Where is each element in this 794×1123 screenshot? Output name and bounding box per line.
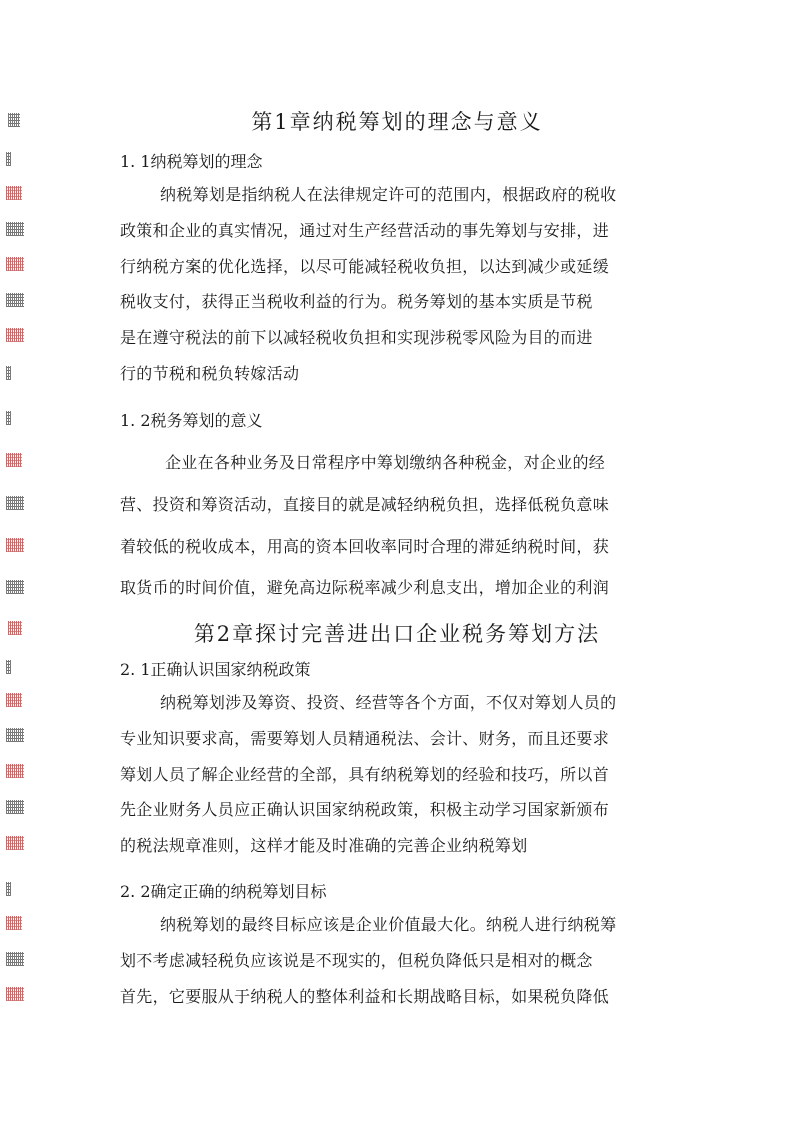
margin-mark xyxy=(6,916,22,930)
margin-mark xyxy=(6,257,24,271)
margin-mark xyxy=(6,987,24,1001)
margin-mark xyxy=(6,328,24,342)
section-1-2-heading: 1. 2税务筹划的意义 xyxy=(120,411,263,430)
section-2-2-heading: 2. 2确定正确的纳税筹划目标 xyxy=(120,882,327,901)
chapter-2-title: 第2章探讨完善进出口企业税务筹划方法 xyxy=(193,622,601,646)
section-1-1-heading: 1. 1纳税筹划的理念 xyxy=(120,152,263,171)
paragraph-line: 税收支付，获得正当税收利益的行为。税务筹划的基本实质是节税 xyxy=(120,292,593,311)
margin-scan-marks xyxy=(0,0,30,1123)
margin-mark xyxy=(6,728,24,742)
paragraph-line: 取货币的时间价值，避免高边际税率减少利息支出，增加企业的利润 xyxy=(120,578,610,597)
paragraph-line: 政策和企业的真实情况，通过对生产经营活动的事先筹划与安排，进 xyxy=(120,221,610,240)
paragraph-line: 是在遵守税法的前下以减轻税收负担和实现涉税零风险为目的而进 xyxy=(120,328,593,347)
paragraph-line: 筹划人员了解企业经营的全部，具有纳税筹划的经验和技巧，所以首 xyxy=(120,765,610,784)
paragraph-line: 划不考虑减轻税负应该说是不现实的，但税负降低只是相对的概念 xyxy=(120,951,593,970)
margin-mark xyxy=(6,836,24,850)
margin-mark xyxy=(6,152,11,166)
paragraph-line: 行的节税和税负转嫁活动 xyxy=(120,364,300,383)
paragraph-line: 的税法规章准则，这样才能及时准确的完善企业纳税筹划 xyxy=(120,836,528,855)
margin-mark xyxy=(6,366,11,380)
paragraph-line: 纳税筹划的最终目标应该是企业价值最大化。纳税人进行纳税筹 xyxy=(160,915,617,934)
margin-mark xyxy=(6,952,24,966)
margin-mark xyxy=(6,764,24,778)
paragraph-line: 营、投资和筹资活动，直接目的就是减轻纳税负担，选择低税负意味 xyxy=(120,495,610,514)
paragraph-line: 着较低的税收成本，用高的资本回收率同时合理的滞延纳税时间，获 xyxy=(120,537,610,556)
margin-mark xyxy=(6,882,11,896)
margin-mark xyxy=(6,496,24,510)
paragraph-line: 纳税筹划是指纳税人在法律规定许可的范围内，根据政府的税收 xyxy=(160,185,617,204)
margin-mark xyxy=(6,186,22,200)
margin-mark xyxy=(6,293,24,307)
margin-mark xyxy=(6,660,11,674)
margin-mark xyxy=(6,538,24,552)
paragraph-line: 纳税筹划涉及筹资、投资、经营等各个方面，不仅对筹划人员的 xyxy=(160,693,617,712)
margin-mark xyxy=(6,580,24,594)
margin-mark xyxy=(6,453,22,467)
paragraph-line: 先企业财务人员应正确认识国家纳税政策，积极主动学习国家新颁布 xyxy=(120,800,610,819)
paragraph-line: 首先，它要服从于纳税人的整体利益和长期战略目标，如果税负降低 xyxy=(120,987,610,1006)
margin-mark xyxy=(6,693,22,707)
margin-mark xyxy=(6,222,24,236)
paragraph-line: 行纳税方案的优化选择，以尽可能减轻税收负担，以达到减少或延缓 xyxy=(120,257,610,276)
paragraph-line: 企业在各种业务及日常程序中筹划缴纳各种税金，对企业的经 xyxy=(165,453,606,472)
section-2-1-heading: 2. 1正确认识国家纳税政策 xyxy=(120,660,311,679)
paragraph-line: 专业知识要求高，需要筹划人员精通税法、会计、财务，而且还要求 xyxy=(120,729,610,748)
margin-mark xyxy=(6,411,11,425)
chapter-1-title: 第1章纳税筹划的理念与意义 xyxy=(251,110,543,134)
margin-mark xyxy=(6,800,24,814)
